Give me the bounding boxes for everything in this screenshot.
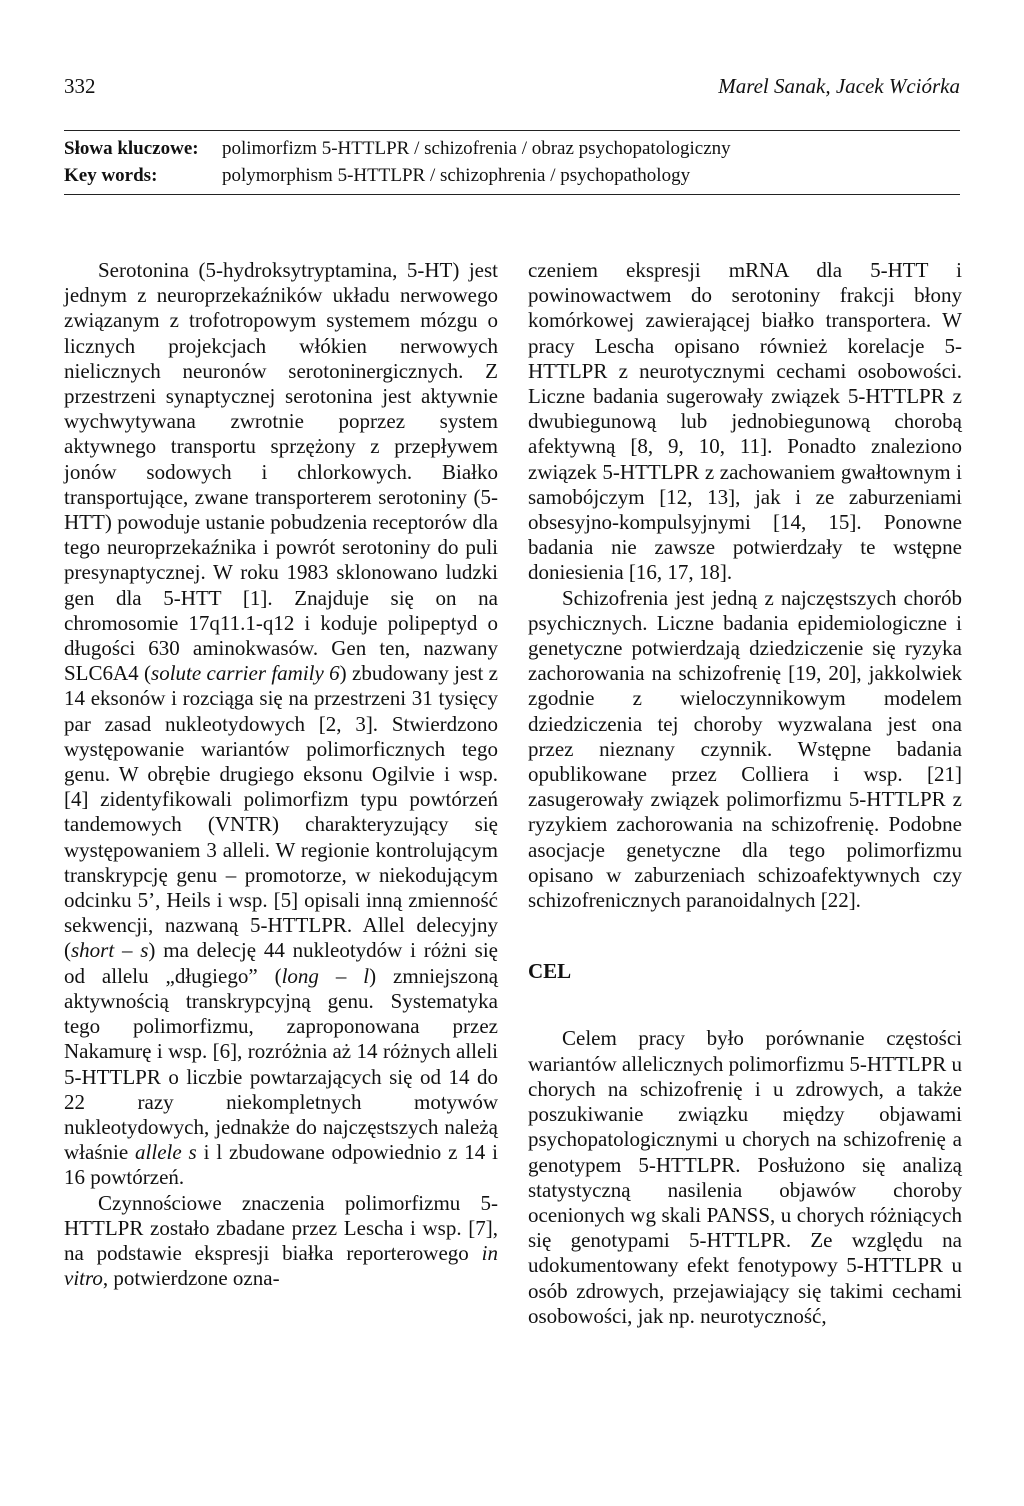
left-column [64,258,498,1291]
italic-run: in vitro [64,1240,498,1291]
page-header [64,74,960,104]
italic-run: short – s [71,938,149,963]
keywords-text: polimorfizm 5-HTTLPR / schizofrenia / obraz psychopatologiczny [222,138,731,159]
paragraph [64,1191,498,1292]
paragraph: Schizofrenia jest jedną z najczęstszych chorób psychicznych. Liczne badania epidemiologiczne i genetyczne potwierdzają dziedziczenie się ryzyka zachorowania na schizofrenię [19, 20], jakkolwiek zgodnie z wieloczynnikowym modelem dziedziczenia tej choroby wyzwalana jest ona przez nieznany czynnik. Wstępne badania opublikowane przez Colliera i wsp. [21] zasugerowały związek polimorfizmu 5-HTTLPR z ryzykiem zachorowania na schizofrenię. Podobne asocjacje genetyczne dla tego polimorfizmu opisano w zaburzeniach schizoafektywnych czy schizofrenicznych paranoidalnych [22]. [528,585,962,913]
italic-run: allele s [135,1140,197,1165]
keywords-bottom-rule [64,194,960,195]
text-run: Serotonina (5-hydroksytryptamina, 5-HT) jest jednym z neuroprzekaźników układu nerwowego związanym z trofotropowym systemem mózgu o licznych projekcjach włókien nerwowych nielicznych neuronów serotoninergicznych. Z przestrzeni synaptycznej serotonina jest aktywnie wychwytywana zwrotnie poprzez system aktywnego transportu sprzężony z przepływem jonów sodowych i chlorkowych. Białko transportujące, zwane transporterem serotoniny (5-HTT) powoduje ustanie pobudzenia receptorów dla tego neuroprzekaźnika i powrót serotoniny do puli presynaptycznej. W roku 1983 sklonowano ludzki gen dla 5-HTT [1]. Znajduje się on na chromosomie 17q11.1-q12 i koduje polipeptyd o długości 630 aminokwasów. Gen ten, nazwany SLC6A4 ( [64,258,498,686]
text-run: , potwierdzone ozna- [102,1266,280,1291]
running-head-authors: Marel Sanak, Jacek Wciórka [718,74,960,98]
text-run: Czynnościowe znaczenia polimorfizmu 5-HTTLPR zostało zbadane przez Lescha i wsp. [7], na podstawie ekspresji białka reporterowego [64,1190,498,1265]
italic-run: solute carrier family 6 [151,661,340,686]
keywords-block [64,138,960,192]
italic-run: long – l [281,963,370,988]
keywords-top-rule [64,130,960,131]
right-column [528,258,962,1329]
paragraph: Celem pracy było porównanie częstości wariantów allelicznych polimorfizmu 5-HTTLPR u chorych na schizofrenię i u zdrowych, a także poszukiwanie związku między objawami psychopatologicznymi u chorych na schizofrenię a genotypem 5-HTTLPR. Posłużono się analizą statystyczną nasilenia objawów choroby ocenionych wg skali PANSS, u chorych różniących się genotypami 5-HTTLPR. Ze względu na udokumentowany efekt fenotypowy 5-HTTLPR u osób zdrowych, przejawiający się takimi cechami osobowości, jak np. neurotyczność, [528,1026,962,1328]
text-run: ) zmniejszoną aktywnością transkrypcyjną genu. Systematyka tego polimorfizmu, zaproponowana przez Nakamurę i wsp. [6], rozróżnia aż 14 różnych alleli 5-HTTLPR o liczbie powtarzających się od 14 do 22 razy niekompletnych motywów nukleotydowych, jednakże do najczęstszych należą właśnie [64,963,499,1165]
paragraph [64,258,498,1191]
paragraph: czeniem ekspresji mRNA dla 5-HTT i powinowactwem do serotoniny frakcji błony komórkowej zawierającej białko transportera. W pracy Lescha opisano również korelacje 5-HTTLPR z neurotycznymi cechami osobowości. Liczne badania sugerowały związek 5-HTTLPR z dwubiegunową lub jednobiegunową chorobą afektywną [8, 9, 10, 11]. Ponadto znaleziono związek 5-HTTLPR z zachowaniem gwałtownym i samobójczym [12, 13], jak i ze zaburzeniami obsesyjno-kompulsyjnymi [14, 15]. Ponowne badania nie zawsze potwierdzały te wstępne doniesienia [16, 17, 18]. [528,258,962,585]
keywords-polish [64,138,960,165]
keywords-label: Słowa kluczowe: [64,138,199,159]
section-heading: CEL [528,959,572,984]
text-run: ) zbudowany jest z 14 eksonów i rozciąga się na przestrzeni 31 tysięcy par zasad nukleotydowych [2, 3]. Stwierdzono występowanie wariantów polimorficznych tego genu. W obrębie drugiego eksonu Ogilvie i wsp. [4] zidentyfikowali polimorfizm typu powtórzeń tandemowych (VNTR) charakteryzujący się występowaniem 3 alleli. W regionie kontrolującym transkrypcję genu – promotorze, w niekodującym odcinku 5’, Heils i wsp. [5] opisali inną zmienność sekwencji, nazwaną 5-HTTLPR. Allel delecyjny ( [64,661,498,963]
keywords-english [64,165,960,192]
text-run: ) ma delecję 44 nukleotydów i różni się od allelu „długiego” ( [64,938,498,988]
page-number: 332 [64,74,96,98]
keywords-label: Key words: [64,165,158,186]
keywords-text: polymorphism 5-HTTLPR / schizophrenia / psychopathology [222,165,691,186]
text-run: i l zbudowane odpowiednio z 14 i 16 powtórzeń. [64,1140,498,1190]
